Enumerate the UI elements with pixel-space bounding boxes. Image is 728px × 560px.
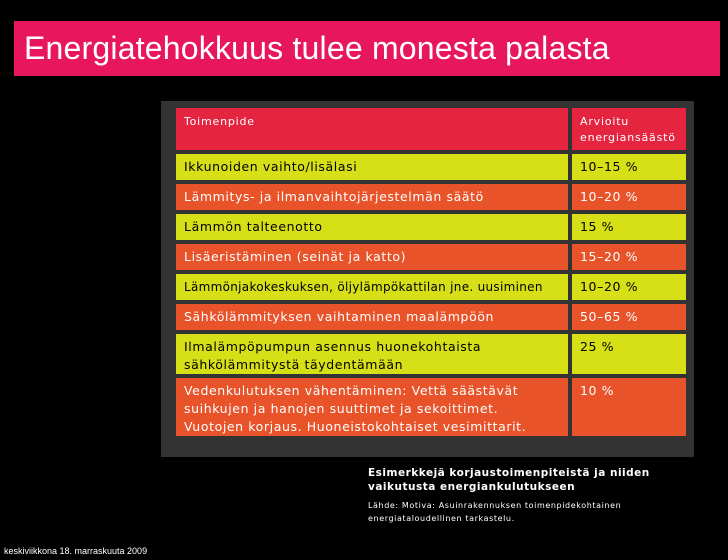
savings-cell: 10–20 % <box>572 274 686 300</box>
slide-title: Energiatehokkuus tulee monesta palasta <box>24 30 610 66</box>
savings-cell: 15–20 % <box>572 244 686 270</box>
measure-cell: Ikkunoiden vaihto/lisälasi <box>176 154 568 180</box>
savings-cell: 10–20 % <box>572 184 686 210</box>
savings-cell: 10–15 % <box>572 154 686 180</box>
measure-cell: Vedenkulutuksen vähentäminen: Vettä säästävät suihkujen ja hanojen suuttimet ja sekoittimet. Vuotojen korjaus. Huoneistokohtaiset vesimittarit. <box>176 378 568 436</box>
savings-cell: 25 % <box>572 334 686 374</box>
measure-cell: Sähkölämmityksen vaihtaminen maalämpöön <box>176 304 568 330</box>
savings-cell: 10 % <box>572 378 686 436</box>
table-row <box>176 184 686 210</box>
measure-cell: Lämmitys- ja ilmanvaihtojärjestelmän säätö <box>176 184 568 210</box>
table-row <box>176 214 686 240</box>
savings-table <box>176 108 686 436</box>
header-savings: Arvioitu energiansäästö <box>572 108 686 150</box>
table-row <box>176 304 686 330</box>
table-header-row <box>176 108 686 150</box>
table-row <box>176 244 686 270</box>
caption-main: Esimerkkejä korjaustoimenpiteistä ja niiden vaikutusta energiankulutukseen <box>368 467 650 493</box>
savings-cell: 15 % <box>572 214 686 240</box>
table-row <box>176 334 686 374</box>
title-bar <box>14 21 720 76</box>
measure-cell: Lämmönjakokeskuksen, öljylämpökattilan jne. uusiminen <box>176 274 568 300</box>
measure-cell: Lisäeristäminen (seinät ja katto) <box>176 244 568 270</box>
caption-source: Lähde: Motiva: Asuinrakennuksen toimenpidekohtainen energiataloudellinen tarkastelu. <box>368 501 622 523</box>
date-footer: keskiviikkona 18. marraskuuta 2009 <box>4 546 148 556</box>
header-measure: Toimenpide <box>176 108 568 150</box>
measure-cell: Lämmön talteenotto <box>176 214 568 240</box>
table-row <box>176 154 686 180</box>
table-caption <box>368 466 698 525</box>
savings-cell: 50–65 % <box>572 304 686 330</box>
table-row <box>176 378 686 436</box>
measure-cell: Ilmalämpöpumpun asennus huonekohtaista sähkölämmitystä täydentämään <box>176 334 568 374</box>
table-row <box>176 274 686 300</box>
